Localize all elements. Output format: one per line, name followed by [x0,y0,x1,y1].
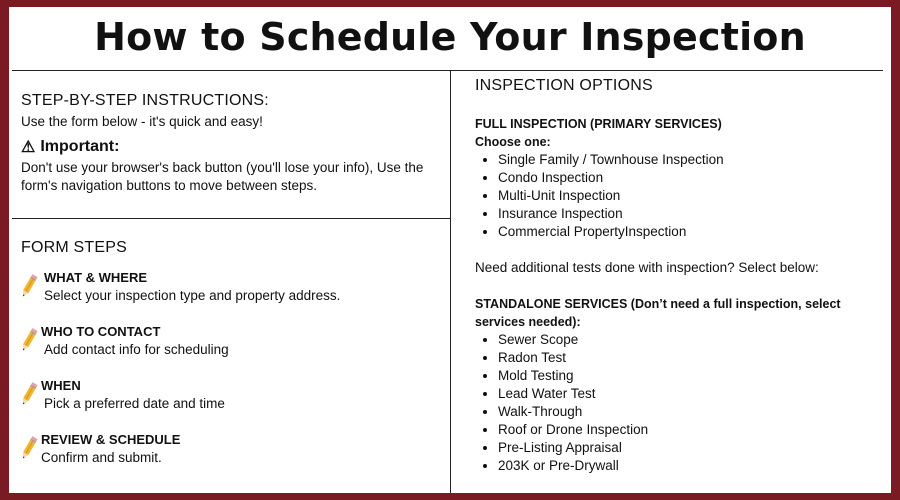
step-title: WHO TO CONTACT [41,324,161,339]
list-item: • Single Family / Townhouse Inspection [498,151,880,169]
pencil-icon [19,381,39,407]
list-item: • 203K or Pre-Drywall [498,457,880,475]
section-divider [12,218,451,219]
full-inspection-list [475,151,880,241]
standalone-services-list [475,331,880,475]
list-item: • Radon Test [498,349,880,367]
list-item: • Sewer Scope [498,331,880,349]
warning-icon: ⚠ [21,139,36,156]
list-item: • Walk-Through [498,403,880,421]
important-notice [21,137,441,157]
standalone-heading: STANDALONE SERVICES (Don’t need a full inspection, select services needed): [475,297,841,329]
list-item: • Commercial PropertyInspection [498,223,880,241]
pencil-icon [19,327,39,353]
choose-one-label: Choose one: [475,135,551,149]
list-item: • Mold Testing [498,367,880,385]
instructions-heading: STEP-BY-STEP INSTRUCTIONS: [21,92,269,109]
full-inspection-heading: FULL INSPECTION (PRIMARY SERVICES) [475,117,722,131]
column-divider [450,70,451,493]
step-title: REVIEW & SCHEDULE [41,432,181,447]
step-text: Pick a preferred date and time [44,396,225,411]
inspection-options-section [475,77,880,475]
instructions-intro: Use the form below - it's quick and easy! [21,114,263,129]
additional-tests-text: Need additional tests done with inspection? Select below: [475,260,819,275]
list-item: • Multi-Unit Inspection [498,187,880,205]
form-steps-heading: FORM STEPS [21,239,128,256]
step-when [19,377,439,413]
list-item: • Lead Water Test [498,385,880,403]
step-title: WHEN [41,378,81,393]
step-what-where [19,269,439,305]
step-who-to-contact [19,323,439,359]
instructions-section [21,92,441,195]
page-title: How to Schedule Your Inspection [94,15,806,59]
pencil-icon [19,435,39,461]
step-text: Confirm and submit. [41,450,162,465]
important-text: Don't use your browser's back button (you'll lose your info), Use the form's navigation buttons to move between steps. [21,160,424,193]
list-item: • Insurance Inspection [498,205,880,223]
step-text: Add contact info for scheduling [44,342,229,357]
title-divider [12,70,883,71]
list-item: • Pre-Listing Appraisal [498,439,880,457]
list-item: • Condo Inspection [498,169,880,187]
list-item: • Roof or Drone Inspection [498,421,880,439]
instruction-sheet [9,7,891,493]
step-text: Select your inspection type and property address. [44,288,341,303]
step-review-schedule [19,431,439,467]
options-heading: INSPECTION OPTIONS [475,77,653,94]
pencil-icon [19,273,39,299]
important-label: Important: [40,138,120,155]
step-title: WHAT & WHERE [44,270,148,285]
